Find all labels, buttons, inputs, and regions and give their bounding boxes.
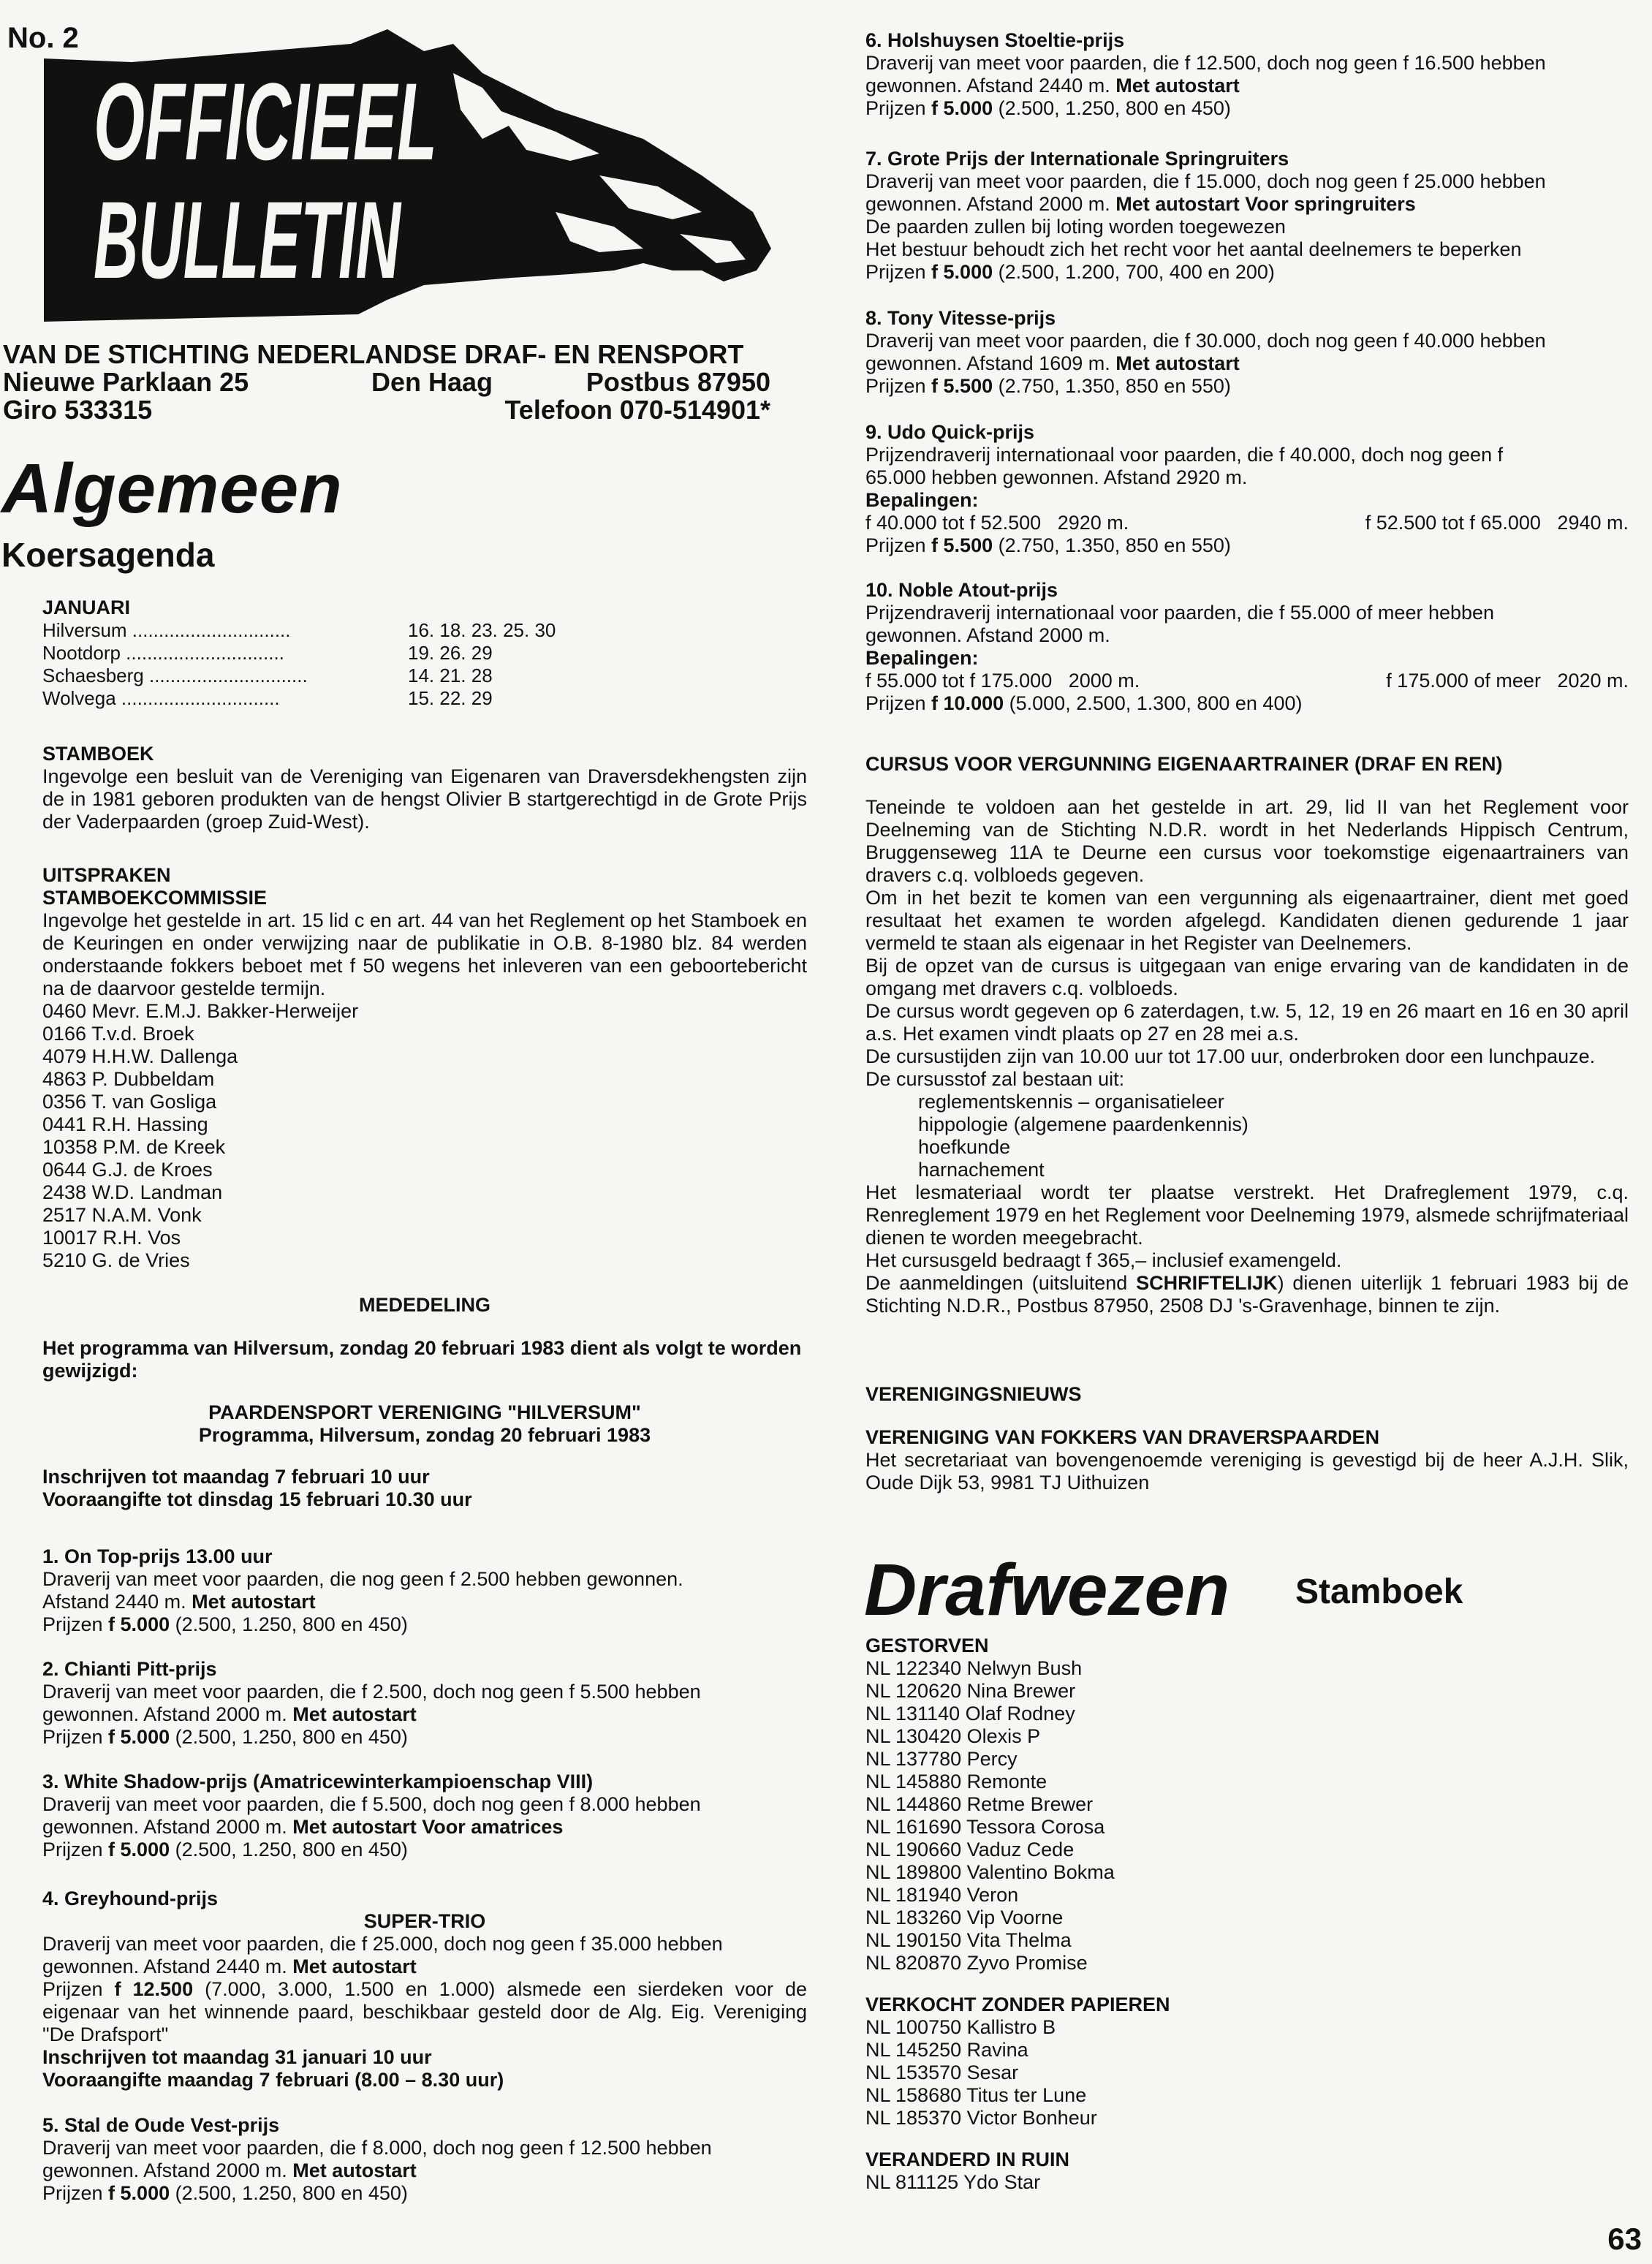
gestorven-item: NL 183260 Vip Voorne (865, 1907, 1064, 1928)
cursus-p9a: De aanmeldingen (uitsluitend (865, 1272, 1128, 1294)
stamboek-text: Ingevolge een besluit van de Vereniging van Eigenaren van Draversdekhengsten zijn de in 1981 geboren produkten van de hengst Olivier B startgerechtigd in de Grote Prijs der Vaderpaarden (groep Zuid-West). (42, 765, 807, 833)
prize-total: f 10.000 (931, 692, 1004, 714)
cursus-p1: Teneinde te voldoen aan het gestelde in art. 29, lid II van het Reglement voor Deelneming van de Stichting N.D.R. wordt in het Nederlands Hippisch Centrum, Bruggenseweg 11A te Deurne een cursus voor toekomstige eigenaartrainers van dravers c.q. volbloeds gegeven. (865, 796, 1629, 886)
prize-label: Prijzen (42, 1978, 103, 2000)
mededeling-intro: Het programma van Hilversum, zondag 20 februari 1983 dient als volgt te worden gewijzigd: (42, 1337, 802, 1382)
race-distance: gewonnen. Afstand 2440 m. (865, 75, 1110, 96)
prize-total: f 5.000 (931, 97, 993, 119)
bepalingen-heading: Bepalingen: (865, 489, 979, 511)
verenigingsnieuws-text: Het secretariaat van bovengenoemde vereniging is gevestigd bij de heer A.J.H. Slik, Oude Dijk 53, 9981 TJ Uithuizen (865, 1449, 1629, 1493)
gestorven-item: NL 130420 Olexis P (865, 1725, 1041, 1747)
prize-breakdown: (2.500, 1.250, 800 en 450) (175, 1726, 408, 1748)
prize-breakdown: (7.000, 3.000, 1.500 en 1.000) alsmede een sierdeken voor de eigenaar van het winnende paard, beschikbaar gesteld door de Alg. Eig. Vereniging "De Drafsport" (42, 1978, 807, 2045)
prize-total: f 5.000 (108, 1726, 170, 1748)
fokker-item: 0356 T. van Gosliga (42, 1091, 217, 1113)
bepalingen-heading: Bepalingen: (865, 647, 979, 669)
race-start: Met autostart Voor amatrices (292, 1816, 564, 1838)
race-conditions: Draverij van meet voor paarden, die nog geen f 2.500 hebben gewonnen. (42, 1568, 683, 1590)
agenda-row (42, 665, 817, 687)
bepaling-1: f 55.000 tot f 175.000 2000 m. (865, 670, 1140, 692)
vooraangifte: Vooraangifte tot dinsdag 15 februari 10.30 uur (42, 1488, 472, 1510)
prize-line (42, 1839, 807, 1861)
race-distance: gewonnen. Afstand 2000 m. (865, 624, 1110, 646)
agenda-place: Schaesberg .............................. (42, 665, 308, 686)
race-start: Met autostart (292, 1956, 417, 1977)
agenda-row (42, 687, 817, 710)
prize-breakdown: (2.500, 1.250, 800 en 450) (175, 1839, 408, 1860)
race-distance: gewonnen. Afstand 2000 m. (42, 1703, 287, 1725)
cursus-p9c: ) dienen uiterlijk 1 februari 1983 bij de Stichting N.D.R., Postbus 87950, 2508 DJ 's-Gravenhage, binnen te zijn. (865, 1272, 1629, 1317)
gestorven-heading: GESTORVEN (865, 1635, 989, 1657)
section-title-drafwezen: Drafwezen (864, 1549, 1230, 1631)
mededeling-section (42, 1294, 807, 1511)
gestorven-item: NL 131140 Olaf Rodney (865, 1703, 1075, 1724)
bepaling-2: f 52.500 tot f 65.000 2940 m. (1365, 512, 1629, 534)
koersagenda-heading: Koersagenda (1, 536, 215, 574)
inschrijven: Inschrijven tot maandag 7 februari 10 uur (42, 1466, 430, 1488)
cursus-item: reglementskennis – organisatieleer (918, 1091, 1224, 1113)
org-telefoon: Telefoon 070-514901* (504, 395, 770, 425)
race-title: 7. Grote Prijs der Internationale Springruiters (865, 148, 1289, 170)
cursus-p6: De cursusstof zal bestaan uit: (865, 1068, 1125, 1090)
race-conditions: Draverij van meet voor paarden, die f 30.000, doch nog geen f 40.000 hebben (865, 330, 1546, 352)
prize-breakdown: (2.500, 1.250, 800 en 450) (175, 1613, 408, 1635)
race-conditions: Draverij van meet voor paarden, die f 25.000, doch nog geen f 35.000 hebben (42, 1933, 723, 1955)
race-start: Met autostart (292, 1703, 417, 1725)
prize-label: Prijzen (42, 1613, 103, 1635)
gestorven-item: NL 122340 Nelwyn Bush (865, 1657, 1083, 1679)
race-start: Met autostart (192, 1591, 316, 1613)
programma-title: Programma, Hilversum, zondag 20 februari 1983 (198, 1424, 651, 1446)
prize-label: Prijzen (865, 97, 926, 119)
race-start: Met autostart (1115, 75, 1240, 96)
race-start: Met autostart Voor springruiters (1115, 193, 1416, 215)
org-giro: Giro 533315 (3, 395, 153, 425)
prize-total: f 5.000 (108, 2182, 170, 2204)
verkocht-item: NL 145250 Ravina (865, 2039, 1028, 2061)
prize-breakdown: (2.500, 1.250, 800 en 450) (998, 97, 1231, 119)
fokker-item: 4079 H.H.W. Dallenga (42, 1045, 238, 1067)
publisher-block (3, 341, 770, 424)
prize-total: f 5.500 (931, 534, 993, 556)
cursus-p9b: SCHRIFTELIJK (1136, 1272, 1278, 1294)
cursus-item: hippologie (algemene paardenkennis) (918, 1113, 1249, 1135)
race-title: 3. White Shadow-prijs (Amatricewinterkampioenschap VIII) (42, 1771, 594, 1792)
gestorven-item: NL 145880 Remonte (865, 1771, 1047, 1792)
prize-label: Prijzen (42, 1839, 103, 1860)
month-heading: JANUARI (42, 597, 131, 618)
masthead-logo (44, 29, 782, 322)
page-number: 63 (1607, 2222, 1642, 2256)
masthead-line2: BULLETIN (94, 178, 402, 301)
fokker-item: 5210 G. de Vries (42, 1249, 190, 1271)
gestorven-item: NL 190660 Vaduz Cede (865, 1839, 1075, 1860)
cursus-item: harnachement (918, 1159, 1045, 1181)
race-4 (42, 1888, 807, 2091)
prize-label: Prijzen (865, 692, 926, 714)
race-title: 6. Holshuysen Stoeltie-prijs (865, 29, 1125, 51)
prize-label: Prijzen (42, 2182, 103, 2204)
horse-head-icon (44, 29, 782, 322)
verkocht-item: NL 100750 Kallistro B (865, 2016, 1056, 2038)
gestorven-list (865, 1657, 1629, 1975)
cursus-p5: De cursustijden zijn van 10.00 uur tot 17.00 uur, onderbroken door een lunchpauze. (865, 1045, 1596, 1067)
race-distance-line (42, 1816, 807, 1839)
org-postbus: Postbus 87950 (586, 367, 770, 397)
cursus-p8: Het cursusgeld bedraagt f 365,– inclusief examengeld. (865, 1249, 1342, 1271)
ruin-item: NL 811125 Ydo Star (865, 2171, 1041, 2193)
race-distance-line (42, 1703, 807, 1726)
agenda-dates: 19. 26. 29 (408, 642, 493, 664)
prize-total: f 12.500 (114, 1978, 194, 2000)
agenda-place: Hilversum .............................. (42, 619, 291, 641)
fokker-item: 4863 P. Dubbeldam (42, 1068, 215, 1090)
race-conditions: Draverij van meet voor paarden, die f 15.000, doch nog geen f 25.000 hebben (865, 170, 1546, 192)
section-title-algemeen: Algemeen (1, 450, 343, 528)
prize-label: Prijzen (865, 375, 926, 397)
prize-total: f 5.000 (108, 1613, 170, 1635)
fokker-item: 0644 G.J. de Kroes (42, 1159, 213, 1181)
verkocht-item: NL 153570 Sesar (865, 2062, 1019, 2083)
prize-line (42, 1726, 807, 1749)
verkocht-item: NL 158680 Titus ter Lune (865, 2084, 1087, 2106)
race-conditions: Draverij van meet voor paarden, die f 5.500, doch nog geen f 8.000 hebben (42, 1793, 701, 1815)
race-distance: gewonnen. Afstand 1609 m. (865, 352, 1110, 374)
cursus-p2: Om in het bezit te komen van een vergunning als eigenaartrainer, dient met goed resultaat het examen te worden afgelegd. Kandidaten dienen gedurende 1 jaar vermeld te staan als eigenaar in het Register van Deelnemers. (865, 887, 1629, 954)
verenigingsnieuws-heading: VERENIGINGSNIEUWS (865, 1383, 1082, 1405)
stamboek-heading: STAMBOEK (42, 743, 154, 765)
gestorven-item: NL 161690 Tessora Corosa (865, 1816, 1105, 1838)
race-5 (42, 2114, 807, 2205)
gestorven-item: NL 137780 Percy (865, 1748, 1018, 1770)
race-title: 9. Udo Quick-prijs (865, 421, 1035, 443)
issue-number: No. 2 (7, 22, 79, 54)
race-2 (42, 1658, 807, 1749)
race-distance: gewonnen. Afstand 2440 m. (42, 1956, 287, 1977)
koersagenda (42, 597, 817, 710)
verenigingsnieuws-subheading: VERENIGING VAN FOKKERS VAN DRAVERSPAARDEN (865, 1426, 1380, 1448)
gestorven-item: NL 120620 Nina Brewer (865, 1680, 1076, 1702)
fokkers-list (42, 1000, 807, 1272)
race-conditions: Prijzendraverij internationaal voor paarden, die f 40.000, doch nog geen f (865, 444, 1504, 466)
agenda-dates: 15. 22. 29 (408, 687, 493, 709)
agenda-dates: 16. 18. 23. 25. 30 (408, 619, 556, 641)
agenda-row (42, 642, 817, 665)
stamboek-section (42, 743, 807, 833)
fokker-item: 10358 P.M. de Kreek (42, 1136, 226, 1158)
race-distance: gewonnen. Afstand 2000 m. (42, 1816, 287, 1838)
prize-breakdown: (2.500, 1.250, 800 en 450) (175, 2182, 408, 2204)
race-distance: 65.000 hebben gewonnen. Afstand 2920 m. (865, 466, 1248, 488)
races-list-left (42, 1545, 807, 1861)
race-title: 1. On Top-prijs 13.00 uur (42, 1545, 273, 1567)
org-name: VAN DE STICHTING NEDERLANDSE DRAF- EN RENSPORT (3, 339, 744, 369)
prize-label: Prijzen (865, 261, 926, 283)
race-conditions: Draverij van meet voor paarden, die f 2.500, doch nog geen f 5.500 hebben (42, 1681, 701, 1703)
gestorven-item: NL 190150 Vita Thelma (865, 1929, 1072, 1951)
agenda-place: Nootdorp .............................. (42, 642, 284, 664)
uitspraken-subheading: STAMBOEKCOMMISSIE (42, 887, 268, 909)
fokker-item: 0441 R.H. Hassing (42, 1113, 208, 1135)
verkocht-heading: VERKOCHT ZONDER PAPIEREN (865, 1994, 1170, 2015)
race-title: 10. Noble Atout-prijs (865, 579, 1058, 601)
masthead-line1: OFFICIEEL (94, 60, 437, 183)
prize-breakdown: (2.750, 1.350, 850 en 550) (998, 375, 1231, 397)
bepaling-1: f 40.000 tot f 52.500 2920 m. (865, 512, 1129, 534)
agenda-place: Wolvega .............................. (42, 687, 280, 709)
prize-breakdown: (2.500, 1.200, 700, 400 en 200) (998, 261, 1275, 283)
gestorven-item: NL 181940 Veron (865, 1884, 1019, 1906)
prize-label: Prijzen (42, 1726, 103, 1748)
super-trio-label: SUPER-TRIO (363, 1910, 486, 1932)
cursus-heading: CURSUS VOOR VERGUNNING EIGENAARTRAINER (DRAF EN REN) (865, 753, 1503, 775)
race-distance: Afstand 2440 m. (42, 1591, 186, 1613)
agenda-list (42, 619, 817, 710)
uitspraken-section (42, 864, 807, 1272)
agenda-row (42, 619, 817, 642)
fokker-item: 0166 T.v.d. Broek (42, 1023, 194, 1045)
ruin-list (865, 2171, 1629, 2194)
prize-total: f 5.000 (931, 261, 993, 283)
prize-breakdown: (5.000, 2.500, 1.300, 800 en 400) (1009, 692, 1303, 714)
race-conditions: Draverij van meet voor paarden, die f 8.000, doch nog geen f 12.500 hebben (42, 2137, 712, 2159)
fokker-item: 2517 N.A.M. Vonk (42, 1204, 202, 1226)
verkocht-list (865, 2016, 1629, 2129)
race-title: 8. Tony Vitesse-prijs (865, 307, 1056, 329)
prize-line (42, 1613, 807, 1636)
race-conditions: Draverij van meet voor paarden, die f 12.500, doch nog geen f 16.500 hebben (865, 52, 1546, 74)
race-start: Met autostart (1115, 352, 1240, 374)
race-distance: gewonnen. Afstand 2000 m. (865, 193, 1110, 215)
gestorven-item: NL 820870 Zyvo Promise (865, 1952, 1088, 1974)
fokker-item: 0460 Mevr. E.M.J. Bakker-Herweijer (42, 1000, 359, 1022)
prize-breakdown: (2.750, 1.350, 850 en 550) (998, 534, 1231, 556)
cursus-p4: De cursus wordt gegeven op 6 zaterdagen, t.w. 5, 12, 19 en 26 maart en 16 en 30 april a.s. Het examen vindt plaats op 27 en 28 mei a.s. (865, 1000, 1629, 1045)
prize-total: f 5.000 (108, 1839, 170, 1860)
vereniging-name: PAARDENSPORT VERENIGING "HILVERSUM" (208, 1401, 641, 1423)
agenda-dates: 14. 21. 28 (408, 665, 493, 686)
section-subtitle-stamboek: Stamboek (1295, 1572, 1463, 1611)
cursus-p7: Het lesmateriaal wordt ter plaatse verstrekt. Het Drafreglement 1979, c.q. Renreglement 1979 en het Reglement voor Deelneming 1979, alsmede schrijfmateriaal dienen te worden meegebracht. (865, 1181, 1629, 1249)
prize-label: Prijzen (865, 534, 926, 556)
org-city: Den Haag (371, 367, 493, 397)
verkocht-item: NL 185370 Victor Bonheur (865, 2107, 1097, 2129)
race-note-loting: De paarden zullen bij loting worden toegewezen (865, 216, 1286, 238)
uitspraken-text: Ingevolge het gestelde in art. 15 lid c en art. 44 van het Reglement op het Stamboek en de Keuringen en onder verwijzing naar de publikatie in O.B. 8-1980 blz. 84 werden onderstaande fokkers beboet met f 50 wegens het inleveren van een geboortebericht na de daarvoor gestelde termijn. (42, 909, 807, 999)
race-vooraangifte: Vooraangifte maandag 7 februari (8.00 – 8.30 uur) (42, 2069, 504, 2091)
race-title: 2. Chianti Pitt-prijs (42, 1658, 217, 1680)
race-inschrijven: Inschrijven tot maandag 31 januari 10 uur (42, 2046, 432, 2068)
race-3 (42, 1771, 807, 1861)
race-start: Met autostart (292, 2159, 417, 2181)
race-title: 4. Greyhound-prijs (42, 1888, 219, 1909)
cursus-p3: Bij de opzet van de cursus is uitgegaan van enige ervaring van de kandidaten in de omgang met dravers c.q. volbloeds. (865, 955, 1629, 999)
race-conditions: Prijzendraverij internationaal voor paarden, die f 55.000 of meer hebben (865, 602, 1495, 624)
cursus-item: hoefkunde (918, 1136, 1011, 1158)
drafwezen-lists (865, 1635, 1629, 2194)
fokker-item: 2438 W.D. Landman (42, 1181, 223, 1203)
race-distance: gewonnen. Afstand 2000 m. (42, 2159, 287, 2181)
gestorven-item: NL 189800 Valentino Bokma (865, 1861, 1115, 1883)
uitspraken-heading: UITSPRAKEN (42, 864, 171, 886)
ruin-heading: VERANDERD IN RUIN (865, 2148, 1070, 2170)
race-1 (42, 1545, 807, 1636)
org-address: Nieuwe Parklaan 25 (3, 367, 249, 397)
race-distance-line (42, 1591, 807, 1613)
race-note-bestuur: Het bestuur behoudt zich het recht voor het aantal deelnemers te beperken (865, 238, 1522, 260)
race-title: 5. Stal de Oude Vest-prijs (42, 2114, 280, 2136)
mededeling-heading: MEDEDELING (358, 1294, 490, 1316)
bepaling-2: f 175.000 of meer 2020 m. (1386, 670, 1629, 692)
fokker-item: 10017 R.H. Vos (42, 1227, 181, 1249)
gestorven-item: NL 144860 Retme Brewer (865, 1793, 1094, 1815)
prize-total: f 5.500 (931, 375, 993, 397)
